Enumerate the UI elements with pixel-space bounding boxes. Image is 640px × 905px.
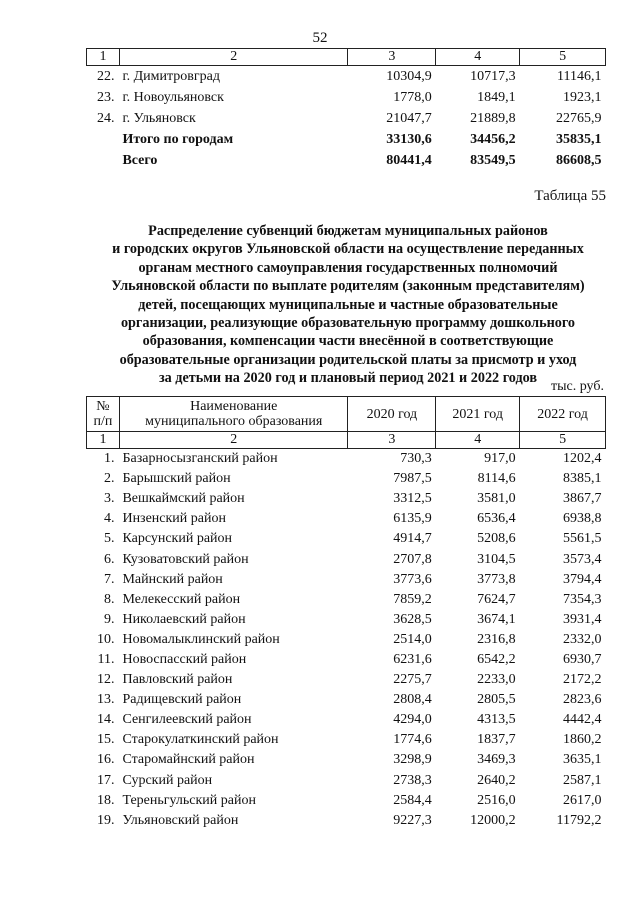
value-2020: 2584,4 bbox=[393, 792, 432, 808]
value-2022: 3867,7 bbox=[563, 491, 602, 507]
column-number: 1 bbox=[87, 432, 120, 449]
value-2022: 6938,8 bbox=[563, 511, 602, 527]
continuation-table bbox=[86, 48, 606, 171]
value-2021: 8114,6 bbox=[477, 471, 516, 487]
total-row bbox=[87, 129, 606, 150]
row-name: Радищевский район bbox=[122, 692, 242, 708]
table-row bbox=[87, 66, 606, 88]
row-name: Тереньгульский район bbox=[122, 792, 256, 808]
value-2020: 4294,0 bbox=[393, 712, 432, 728]
value-2021: 2233,0 bbox=[477, 672, 516, 688]
value-2020: 9227,3 bbox=[393, 812, 432, 828]
value-2020: 2738,3 bbox=[393, 772, 432, 788]
header-2020: 2020 год bbox=[348, 397, 436, 432]
table-row bbox=[87, 570, 606, 590]
value-2022: 2587,1 bbox=[563, 772, 602, 788]
value-2021: 10717,3 bbox=[470, 68, 516, 84]
total-2021: 83549,5 bbox=[470, 152, 516, 168]
value-2020: 6231,6 bbox=[393, 651, 432, 667]
value-2020: 730,3 bbox=[400, 451, 432, 467]
column-number: 3 bbox=[348, 49, 436, 66]
total-2020: 80441,4 bbox=[386, 152, 432, 168]
title-line: за детьми на 2020 год и плановый период 2021 и 2022 годов bbox=[158, 370, 538, 387]
table-row bbox=[87, 771, 606, 791]
total-2022: 35835,1 bbox=[556, 131, 602, 147]
row-number: 4. bbox=[103, 511, 115, 527]
row-name: Николаевский район bbox=[122, 611, 246, 627]
value-2020: 1774,6 bbox=[393, 732, 432, 748]
header-name-line1: Наименование bbox=[190, 399, 278, 414]
table-row bbox=[87, 590, 606, 610]
table-row bbox=[87, 690, 606, 710]
table-row bbox=[87, 630, 606, 650]
row-number: 9. bbox=[103, 611, 115, 627]
value-2021: 12000,2 bbox=[470, 812, 516, 828]
total-2022: 86608,5 bbox=[556, 152, 602, 168]
row-name: Новомалыклинский район bbox=[122, 631, 280, 647]
value-2022: 3573,4 bbox=[563, 551, 602, 567]
row-name: Старомайнский район bbox=[122, 752, 255, 768]
column-number-row bbox=[87, 432, 606, 449]
value-2022: 2823,6 bbox=[563, 692, 602, 708]
row-number: 2. bbox=[103, 471, 115, 487]
row-name: Сурский район bbox=[122, 772, 213, 788]
table-row bbox=[87, 670, 606, 690]
total-2021: 34456,2 bbox=[470, 131, 516, 147]
row-number: 14. bbox=[96, 712, 115, 728]
title-line: организации, реализующие образовательную программу дошкольного bbox=[120, 315, 576, 332]
value-2022: 2172,2 bbox=[563, 672, 602, 688]
value-2022: 11792,2 bbox=[556, 812, 602, 828]
value-2020: 6135,9 bbox=[393, 511, 432, 527]
table-row bbox=[87, 650, 606, 670]
column-number-row bbox=[87, 49, 606, 66]
title-line: детей, посещающих муниципальные и частные образовательные bbox=[138, 296, 558, 313]
value-2021: 6542,2 bbox=[477, 651, 516, 667]
table-row bbox=[87, 529, 606, 549]
table-title bbox=[88, 222, 608, 388]
row-name: Барышский район bbox=[122, 471, 231, 487]
value-2022: 2332,0 bbox=[563, 631, 602, 647]
row-name: Ульяновский район bbox=[122, 812, 239, 828]
title-line: органам местного самоуправления государственных полномочий bbox=[138, 259, 558, 276]
value-2022: 3794,4 bbox=[563, 571, 602, 587]
value-2021: 1837,7 bbox=[477, 732, 516, 748]
table-row bbox=[87, 108, 606, 129]
value-2021: 2316,8 bbox=[477, 631, 516, 647]
total-name: Итого по городам bbox=[122, 131, 234, 147]
column-number: 4 bbox=[436, 432, 520, 449]
title-line: образования, компенсации части внесённой в соответствующие bbox=[142, 333, 554, 350]
row-name: г. Димитровград bbox=[122, 68, 220, 84]
row-name: Карсунский район bbox=[122, 531, 233, 547]
row-number: 13. bbox=[96, 692, 115, 708]
row-number: 16. bbox=[96, 752, 115, 768]
column-number: 1 bbox=[87, 49, 120, 66]
row-name: г. Ульяновск bbox=[122, 110, 196, 126]
value-2022: 6930,7 bbox=[563, 651, 602, 667]
row-number: 23. bbox=[96, 89, 115, 105]
value-2020: 3298,9 bbox=[393, 752, 432, 768]
value-2020: 2514,0 bbox=[393, 631, 432, 647]
value-2020: 3773,6 bbox=[393, 571, 432, 587]
row-name: Вешкаймский район bbox=[122, 491, 245, 507]
header-num bbox=[87, 397, 120, 432]
row-number: 7. bbox=[103, 571, 115, 587]
row-number: 19. bbox=[96, 812, 115, 828]
value-2020: 1778,0 bbox=[393, 89, 432, 105]
table-row bbox=[87, 791, 606, 811]
value-2022: 3931,4 bbox=[563, 611, 602, 627]
value-2021: 4313,5 bbox=[477, 712, 516, 728]
row-number: 12. bbox=[96, 672, 115, 688]
table-row bbox=[87, 549, 606, 569]
row-number: 1. bbox=[103, 451, 115, 467]
column-number: 4 bbox=[436, 49, 520, 66]
row-name: Майнский район bbox=[122, 571, 223, 587]
column-number: 2 bbox=[119, 49, 347, 66]
header-num-line2: п/п bbox=[93, 414, 113, 429]
table-row bbox=[87, 730, 606, 750]
row-number: 18. bbox=[96, 792, 115, 808]
row-name: Павловский район bbox=[122, 672, 233, 688]
value-2021: 3104,5 bbox=[477, 551, 516, 567]
row-number: 10. bbox=[96, 631, 115, 647]
value-2021: 3469,3 bbox=[477, 752, 516, 768]
row-name: г. Новоульяновск bbox=[122, 89, 224, 105]
empty-cell bbox=[87, 129, 120, 150]
value-2021: 3773,8 bbox=[477, 571, 516, 587]
row-name: Сенгилеевский район bbox=[122, 712, 252, 728]
row-number: 17. bbox=[96, 772, 115, 788]
header-name bbox=[119, 397, 348, 432]
value-2020: 21047,7 bbox=[386, 110, 432, 126]
title-line: Ульяновской области по выплате родителям (законным представителям) bbox=[111, 278, 585, 295]
value-2021: 2805,5 bbox=[477, 692, 516, 708]
value-2021: 7624,7 bbox=[477, 591, 516, 607]
table-row bbox=[87, 811, 606, 831]
value-2022: 1923,1 bbox=[563, 89, 602, 105]
column-number: 3 bbox=[348, 432, 436, 449]
value-2021: 917,0 bbox=[484, 451, 516, 467]
table-row bbox=[87, 87, 606, 108]
value-2020: 2275,7 bbox=[393, 672, 432, 688]
value-2021: 1849,1 bbox=[477, 89, 516, 105]
row-number: 6. bbox=[103, 551, 115, 567]
empty-cell bbox=[87, 150, 120, 171]
table-row bbox=[87, 449, 606, 470]
page-number: 52 bbox=[312, 30, 328, 46]
row-name: Кузоватовский район bbox=[122, 551, 249, 567]
row-number: 5. bbox=[103, 531, 115, 547]
row-number: 3. bbox=[103, 491, 115, 507]
value-2022: 8385,1 bbox=[563, 471, 602, 487]
value-2020: 7987,5 bbox=[393, 471, 432, 487]
value-2022: 11146,1 bbox=[557, 68, 602, 84]
value-2021: 6536,4 bbox=[477, 511, 516, 527]
value-2021: 2640,2 bbox=[477, 772, 516, 788]
table-row bbox=[87, 469, 606, 489]
row-name: Базарносызганский район bbox=[122, 451, 278, 467]
row-number: 8. bbox=[103, 591, 115, 607]
value-2020: 10304,9 bbox=[386, 68, 432, 84]
value-2020: 2707,8 bbox=[393, 551, 432, 567]
header-row bbox=[87, 397, 606, 432]
unit-label: тыс. руб. bbox=[551, 379, 604, 394]
table-row bbox=[87, 710, 606, 730]
header-name-line2: муниципального образования bbox=[145, 414, 323, 429]
row-name: Мелекесский район bbox=[122, 591, 241, 607]
value-2021: 3581,0 bbox=[477, 491, 516, 507]
value-2021: 3674,1 bbox=[477, 611, 516, 627]
value-2022: 7354,3 bbox=[563, 591, 602, 607]
total-name: Всего bbox=[122, 152, 158, 168]
row-name: Инзенский район bbox=[122, 511, 226, 527]
row-number: 11. bbox=[97, 651, 115, 667]
header-2021: 2021 год bbox=[436, 397, 520, 432]
total-2020: 33130,6 bbox=[386, 131, 432, 147]
table-caption: Таблица 55 bbox=[534, 188, 606, 204]
table-row bbox=[87, 509, 606, 529]
value-2020: 3312,5 bbox=[393, 491, 432, 507]
value-2022: 1202,4 bbox=[563, 451, 602, 467]
column-number: 2 bbox=[119, 432, 348, 449]
row-number: 22. bbox=[96, 68, 115, 84]
value-2022: 5561,5 bbox=[563, 531, 602, 547]
value-2020: 7859,2 bbox=[393, 591, 432, 607]
value-2022: 22765,9 bbox=[556, 110, 602, 126]
table-row bbox=[87, 750, 606, 770]
value-2022: 2617,0 bbox=[563, 792, 602, 808]
value-2020: 4914,7 bbox=[393, 531, 432, 547]
header-num-line1: № bbox=[96, 399, 110, 414]
value-2022: 3635,1 bbox=[563, 752, 602, 768]
value-2022: 4442,4 bbox=[563, 712, 602, 728]
total-row bbox=[87, 150, 606, 171]
title-line: и городских округов Ульяновской области на осуществление переданных bbox=[112, 241, 584, 258]
value-2020: 3628,5 bbox=[393, 611, 432, 627]
table-row bbox=[87, 610, 606, 630]
row-name: Старокулаткинский район bbox=[122, 732, 279, 748]
column-number: 5 bbox=[520, 49, 606, 66]
title-line: Распределение субвенций бюджетам муниципальных районов bbox=[148, 223, 548, 239]
value-2021: 21889,8 bbox=[470, 110, 516, 126]
header-2022: 2022 год bbox=[520, 397, 606, 432]
value-2020: 2808,4 bbox=[393, 692, 432, 708]
value-2022: 1860,2 bbox=[563, 732, 602, 748]
row-name: Новоспасский район bbox=[122, 651, 247, 667]
row-number: 24. bbox=[96, 110, 115, 126]
column-number: 5 bbox=[520, 432, 606, 449]
value-2021: 2516,0 bbox=[477, 792, 516, 808]
title-line: образовательные организации родительской платы за присмотр и уход bbox=[119, 351, 577, 368]
subvention-table bbox=[86, 396, 606, 831]
table-row bbox=[87, 489, 606, 509]
row-number: 15. bbox=[96, 732, 115, 748]
value-2021: 5208,6 bbox=[477, 531, 516, 547]
